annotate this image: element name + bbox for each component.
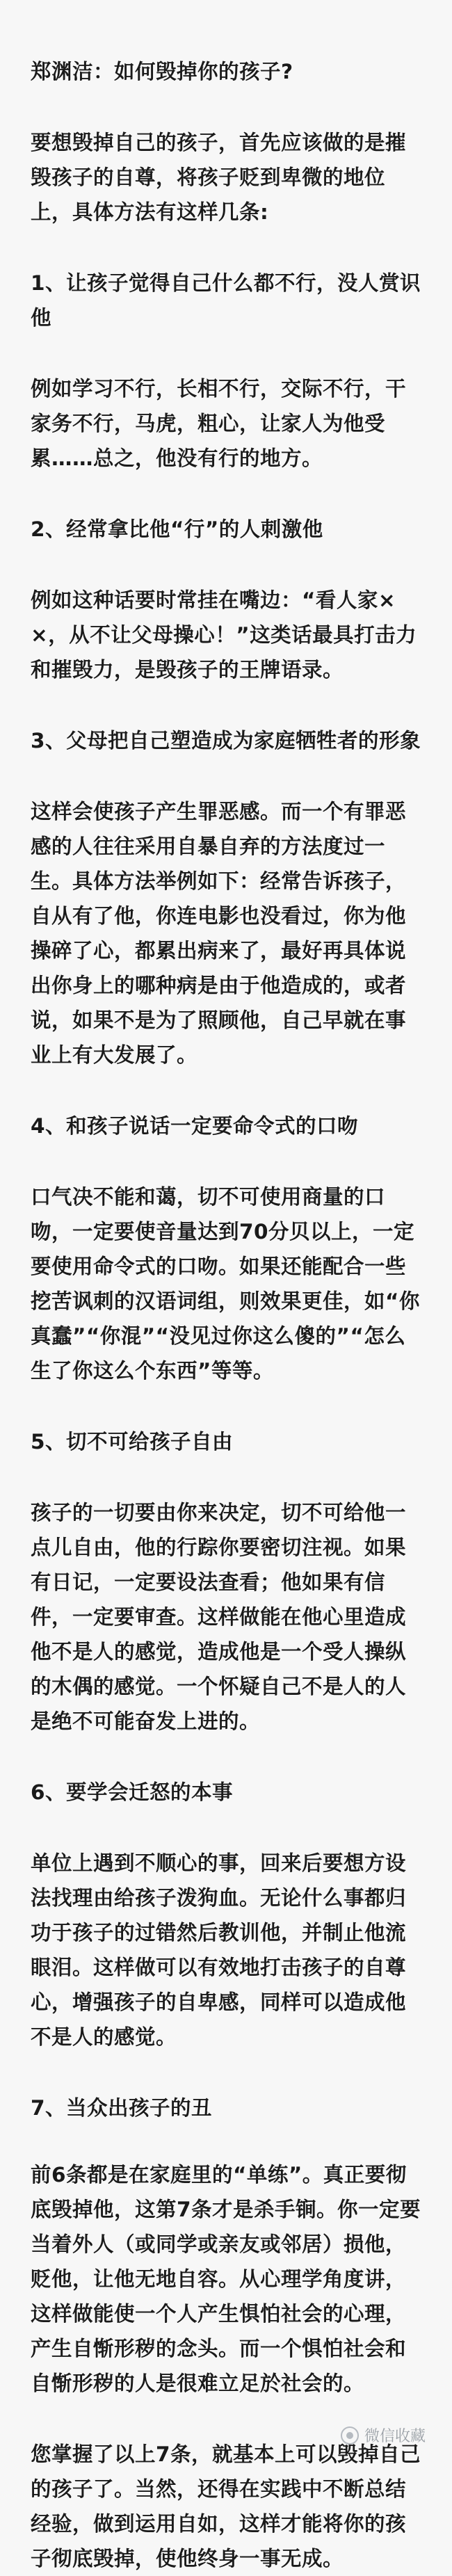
article-title: 郑渊洁：如何毁掉你的孩子? — [31, 60, 293, 83]
section-1-heading: 1、让孩子觉得自己什么都不行，没人赏识他 — [31, 271, 421, 330]
section-3-body: 这样会使孩子产生罪恶感。而一个有罪恶感的人往往采用自暴自弃的方法度过一生。具体方法举例如下：经常告诉孩子，自从有了他，你连电影也没看过，你为他操碎了心，都累出病来了，最好再具体说出你身上的哪种病是由于他造成的，或者说，如果不是为了照顾他，自己早就在事业上有大发展了。 — [31, 800, 407, 1067]
watermark-text: 微信收藏 — [364, 2428, 426, 2445]
section-5-heading: 5、切不可给孩子自由 — [31, 1430, 234, 1454]
section-7-body: 前6条都是在家庭里的“单练”。真正要彻底毁掉他，这第7条才是杀手锏。你一定要当着外人（或同学或亲友或邻居）损他，贬他，让他无地自容。从心理学角度讲，这样做能使一个人产生惧怕社会的心理，产生自惭形秽的念头。而一个惧怕社会和自惭形秽的人是很难立足於社会的。 — [31, 2163, 421, 2395]
wechat-favorites-icon — [341, 2426, 359, 2445]
conclusion-paragraph: 您掌握了以上7条，就基本上可以毁掉自己的孩子了。当然，还得在实践中不断总结经验，做到运用自如，这样才能将你的孩子彻底毁掉，使他终身一事无成。 — [31, 2442, 421, 2570]
section-7-heading: 7、当众出孩子的丑 — [31, 2096, 213, 2120]
section-2-body: 例如这种话要时常挂在嘴边：“看人家××，从不让父母操心！”这类话最具打击力和摧毁力，是毁孩子的王牌语录。 — [31, 588, 417, 682]
section-6-body: 单位上遇到不顺心的事，回来后要想方设法找理由给孩子泼狗血。无论什么事都归功于孩子的过错然后教训他，并制止他流眼泪。这样做可以有效地打击孩子的自尊心，增强孩子的自卑感，同样可以造成他不是人的感觉。 — [31, 1851, 407, 2049]
section-1-body: 例如学习不行，长相不行，交际不行，干家务不行，马虎，粗心，让家人为他受累……总之，他没有行的地方。 — [31, 377, 407, 470]
section-5-body: 孩子的一切要由你来决定，切不可给他一点儿自由，他的行踪你要密切注视。如果有日记，一定要设法查看；他如果有信件，一定要审查。这样做能在他心里造成他不是人的感觉，造成他是一个受人操纵的木偶的感觉。一个怀疑自己不是人的人是绝不可能奋发上进的。 — [31, 1501, 407, 1733]
article — [31, 54, 424, 2576]
intro-paragraph: 要想毁掉自己的孩子，首先应该做的是摧毁孩子的自尊，将孩子贬到卑微的地位上，具体方法有这样几条: — [31, 131, 407, 224]
section-2-heading: 2、经常拿比他“行”的人刺激他 — [31, 517, 323, 541]
section-4-body: 口气决不能和蔼，切不可使用商量的口吻，一定要使音量达到70分贝以上，一定要使用命令式的口吻。如果还能配合一些挖苦讽刺的汉语词组，则效果更佳，如“你真蠢”“你混”“没见过你这么傻的”“怎么生了你这么个东西”等等。 — [31, 1185, 420, 1383]
section-6-heading: 6、要学会迁怒的本事 — [31, 1780, 234, 1804]
section-4-heading: 4、和孩子说话一定要命令式的口吻 — [31, 1114, 359, 1138]
section-3-heading: 3、父母把自己塑造成为家庭牺牲者的形象 — [31, 729, 421, 752]
watermark — [341, 2424, 426, 2446]
